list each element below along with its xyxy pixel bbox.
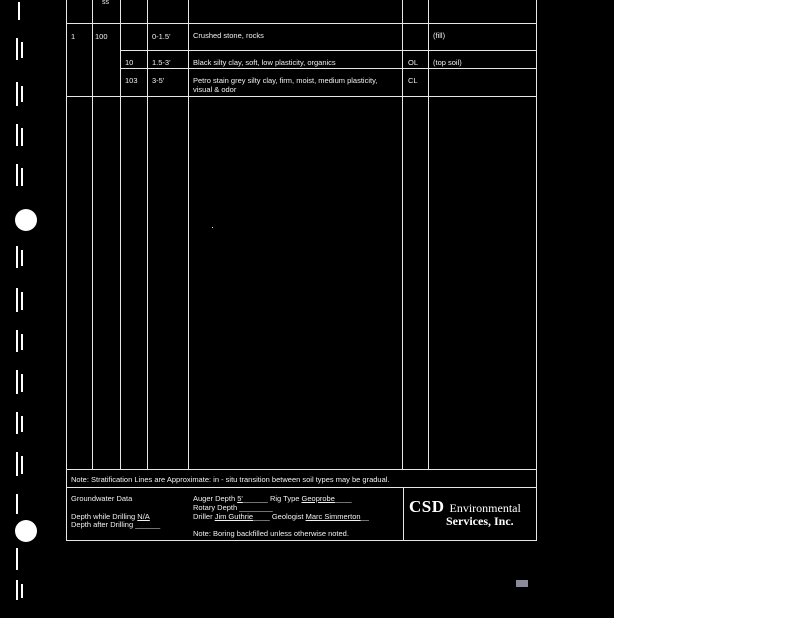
- auger-rig-line: Auger Depth 5'______ Rig Type Geoprobe____: [193, 494, 352, 503]
- binder-edge-mark: [21, 42, 23, 58]
- binder-edge-mark: [16, 288, 18, 312]
- row-rule: [66, 469, 537, 470]
- binder-edge-mark: [18, 2, 20, 20]
- uscs-symbol: OL: [408, 58, 419, 67]
- header-fragment: ss: [102, 0, 109, 6]
- binder-edge-mark: [21, 128, 23, 146]
- binder-edge-mark: [16, 82, 18, 106]
- binder-edge-mark: [16, 452, 18, 476]
- driller-geologist-line: Driller Jim Guthrie____ Geologist Marc Simmerton__: [193, 512, 369, 521]
- logo-box-border: [403, 487, 404, 540]
- rig-type-value: Geoprobe: [301, 494, 335, 503]
- auger-depth-value: 5': [237, 494, 243, 503]
- sample-number: 1: [71, 32, 76, 41]
- rig-type-label: Rig Type: [269, 494, 300, 503]
- binder-edge-mark: [21, 250, 23, 266]
- depth-interval: 3-5': [152, 76, 165, 85]
- binder-edge-mark: [16, 548, 18, 570]
- soil-description: Crushed stone, rocks: [193, 31, 264, 40]
- company-name-line2: Services, Inc.: [446, 514, 514, 528]
- company-abbrev: CSD: [409, 497, 445, 516]
- depth-while-drilling-label: Depth while Drilling: [71, 512, 136, 521]
- binder-edge-mark: [16, 246, 18, 268]
- stratification-note: Note: Stratification Lines are Approximate: in - situ transition between soil types may be gradual.: [71, 475, 390, 484]
- table-bottom-border: [66, 540, 537, 541]
- column-divider: [120, 0, 121, 469]
- rotary-depth-label: Rotary Depth: [193, 503, 238, 512]
- blow-count: 100: [95, 32, 108, 41]
- blow-count: 103: [125, 76, 138, 85]
- column-divider: [188, 0, 189, 469]
- binder-edge-mark: [21, 334, 23, 350]
- scan-speck: [212, 227, 213, 228]
- depth-after-drilling: Depth after Drilling ______: [71, 520, 161, 529]
- row-rule: [66, 487, 537, 488]
- binder-edge-mark: [16, 580, 18, 600]
- binder-edge-mark: [16, 38, 18, 60]
- driller-value: Jim Guthrie: [214, 512, 254, 521]
- binder-edge-mark: [16, 412, 18, 434]
- soil-description: Petro stain grey silty clay, firm, moist, medium plasticity, visual & odor: [193, 76, 378, 94]
- binder-edge-mark: [16, 494, 18, 514]
- binder-edge-mark: [21, 168, 23, 186]
- geologist-label: Geologist: [271, 512, 304, 521]
- rotary-depth-line: Rotary Depth ________: [193, 503, 273, 512]
- row-rule: [66, 96, 537, 97]
- column-divider: [428, 0, 429, 469]
- binder-edge-mark: [21, 584, 23, 598]
- binder-edge-mark: [16, 124, 18, 146]
- depth-after-drilling-label: Depth after Drilling: [71, 520, 134, 529]
- scan-stamp-mark: [516, 580, 528, 587]
- groundwater-heading: Groundwater Data: [71, 494, 133, 503]
- company-name-line1: Environmental: [449, 501, 521, 515]
- column-divider: [92, 0, 93, 469]
- boring-backfill-note: Note: Boring backfilled unless otherwise noted.: [193, 529, 349, 538]
- boring-log-sheet: [66, 0, 537, 541]
- table-border: [66, 0, 67, 541]
- binder-edge-mark: [16, 164, 18, 186]
- depth-while-drilling-value: N/A: [137, 512, 150, 521]
- column-divider: [147, 0, 148, 469]
- driller-label: Driller: [193, 512, 213, 521]
- blow-count: 10: [125, 58, 134, 67]
- depth-interval: 1.5-3': [152, 58, 171, 67]
- row-rule: [120, 68, 537, 69]
- column-divider: [402, 0, 403, 469]
- binder-edge-mark: [21, 374, 23, 392]
- table-border: [536, 0, 537, 541]
- row-rule: [120, 50, 537, 51]
- remarks: (top soil): [433, 58, 462, 67]
- remarks: (fill): [433, 31, 446, 40]
- binder-edge-mark: [16, 330, 18, 352]
- binder-edge-mark: [21, 456, 23, 474]
- depth-interval: 0-1.5': [152, 32, 171, 41]
- binder-edge-mark: [16, 370, 18, 394]
- binder-edge-mark: [21, 292, 23, 310]
- auger-depth-label: Auger Depth: [193, 494, 236, 503]
- punch-hole: [15, 520, 37, 542]
- binder-edge-mark: [21, 416, 23, 432]
- punch-hole: [15, 209, 37, 231]
- binder-edge-mark: [21, 86, 23, 102]
- uscs-symbol: CL: [408, 76, 418, 85]
- geologist-value: Marc Simmerton: [305, 512, 361, 521]
- soil-description: Black silty clay, soft, low plasticity, organics: [193, 58, 336, 67]
- header-bottom-rule: [66, 23, 537, 24]
